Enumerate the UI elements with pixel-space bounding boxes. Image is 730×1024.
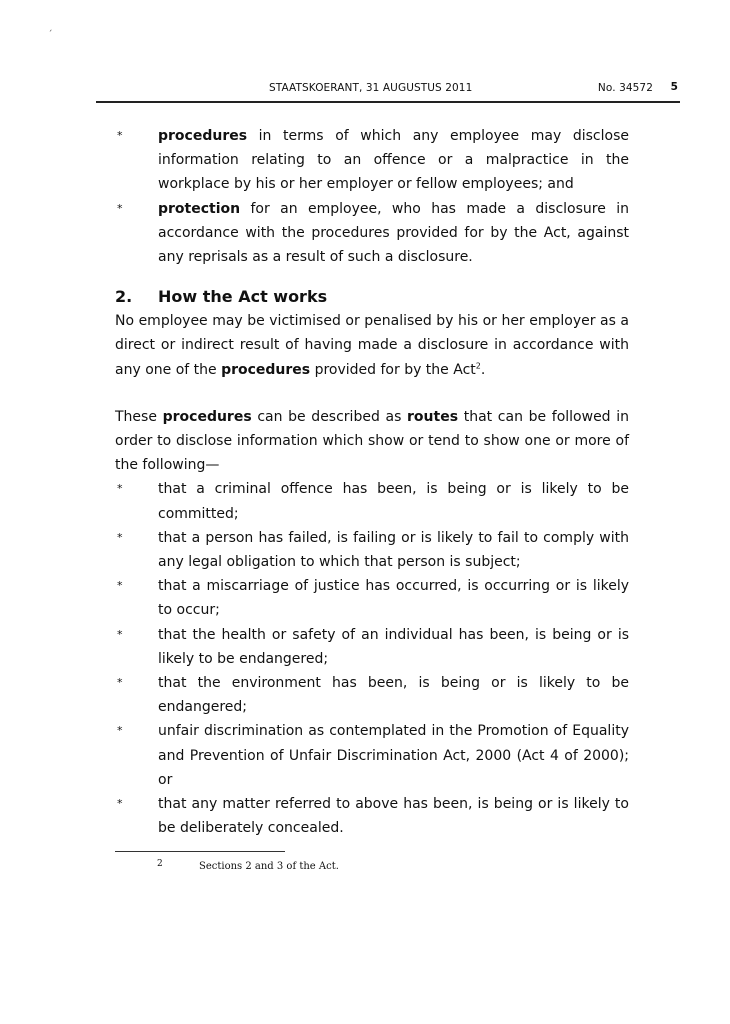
bullet-text: unfair discrimination as contemplated in the Promotion of Equality and Prevention of Unfair Discrimination Act, 2000 (Act 4 of 2000); or: [158, 723, 629, 788]
para1-bold: procedures: [221, 361, 311, 378]
footnote-ref: 2: [475, 360, 481, 370]
paragraph-2: [115, 405, 629, 478]
bullet-marker: *: [117, 579, 123, 593]
section-number: 2.: [115, 287, 133, 307]
top-bullet-list: [115, 124, 629, 269]
bullet-text: that a criminal offence has been, is being or is likely to be committed;: [158, 481, 629, 522]
bullet-body: in terms of which any employee may disclose information relating to an offence or a malpractice in the workplace by his or her employer or fellow employees; and: [158, 128, 629, 193]
bullet-text: that a miscarriage of justice has occurred, is occurring or is likely to occur;: [158, 578, 629, 619]
footnote-number: 2: [157, 859, 163, 869]
para1-text: No employee may be victimised or penalised by his or her employer as a direct or indirect result of having made a disclosure in accordance with any one of the: [115, 313, 629, 378]
para2-text: These: [115, 408, 163, 425]
list-item: [115, 197, 629, 270]
page-header: [96, 79, 680, 103]
bullet-text: that a person has failed, is failing or is likely to fail to comply with any legal obligation to which that person is subject;: [158, 529, 629, 571]
disclosure-bullet-list: [115, 477, 629, 840]
section-title: How the Act works: [158, 287, 328, 307]
page-number: 5: [670, 81, 678, 93]
bullet-text: that any matter referred to above has been, is being or is likely to be deliberately concealed.: [158, 796, 629, 837]
para1-end: .: [480, 361, 486, 378]
gazette-title: STAATSKOERANT, 31 AUGUSTUS 2011: [269, 82, 473, 94]
para2-text: that can be followed in order to disclose information which show or tend to show one or more of the following—: [115, 408, 629, 474]
list-item: [115, 671, 629, 719]
list-item: [115, 719, 629, 792]
list-item: [115, 124, 629, 197]
para2-bold-routes: routes: [407, 408, 459, 425]
bullet-text: that the environment has been, is being or is likely to be endangered;: [158, 675, 629, 716]
bullet-text: [158, 124, 629, 197]
bullet-marker: *: [117, 627, 123, 641]
gazette-number: No. 34572: [597, 82, 653, 94]
bullet-body: for an employee, who has made a disclosure in accordance with the procedures provided for by the Act, against any reprisals as a result of such a disclosure.: [158, 200, 629, 266]
list-item: [115, 477, 629, 525]
list-item: [115, 574, 629, 622]
footnote-divider: [115, 851, 285, 852]
footnote-text: Sections 2 and 3 of the Act.: [199, 861, 339, 872]
paragraph-1: [115, 309, 629, 382]
bullet-marker: *: [117, 724, 123, 738]
bullet-marker: *: [117, 129, 123, 142]
scan-mark: ´: [48, 30, 53, 40]
bullet-lead: protection: [158, 200, 241, 217]
bullet-marker: *: [117, 482, 123, 496]
list-item: [115, 526, 629, 574]
bullet-marker: *: [117, 797, 123, 811]
section-heading: [115, 285, 629, 309]
footnote: [157, 859, 339, 872]
para2-bold-procedures: procedures: [162, 408, 252, 425]
bullet-marker: *: [117, 201, 123, 215]
bullet-lead: procedures: [158, 128, 248, 144]
bullet-marker: *: [117, 530, 123, 544]
bullet-text: [158, 197, 629, 270]
list-item: [115, 623, 629, 671]
bullet-text: that the health or safety of an individual has been, is being or is likely to be endangered;: [158, 626, 629, 667]
list-item: [115, 792, 629, 840]
bullet-marker: *: [117, 676, 123, 690]
para1-text-after: provided for by the Act: [310, 361, 476, 378]
para2-text: can be described as: [251, 408, 408, 425]
document-body: [115, 124, 629, 840]
